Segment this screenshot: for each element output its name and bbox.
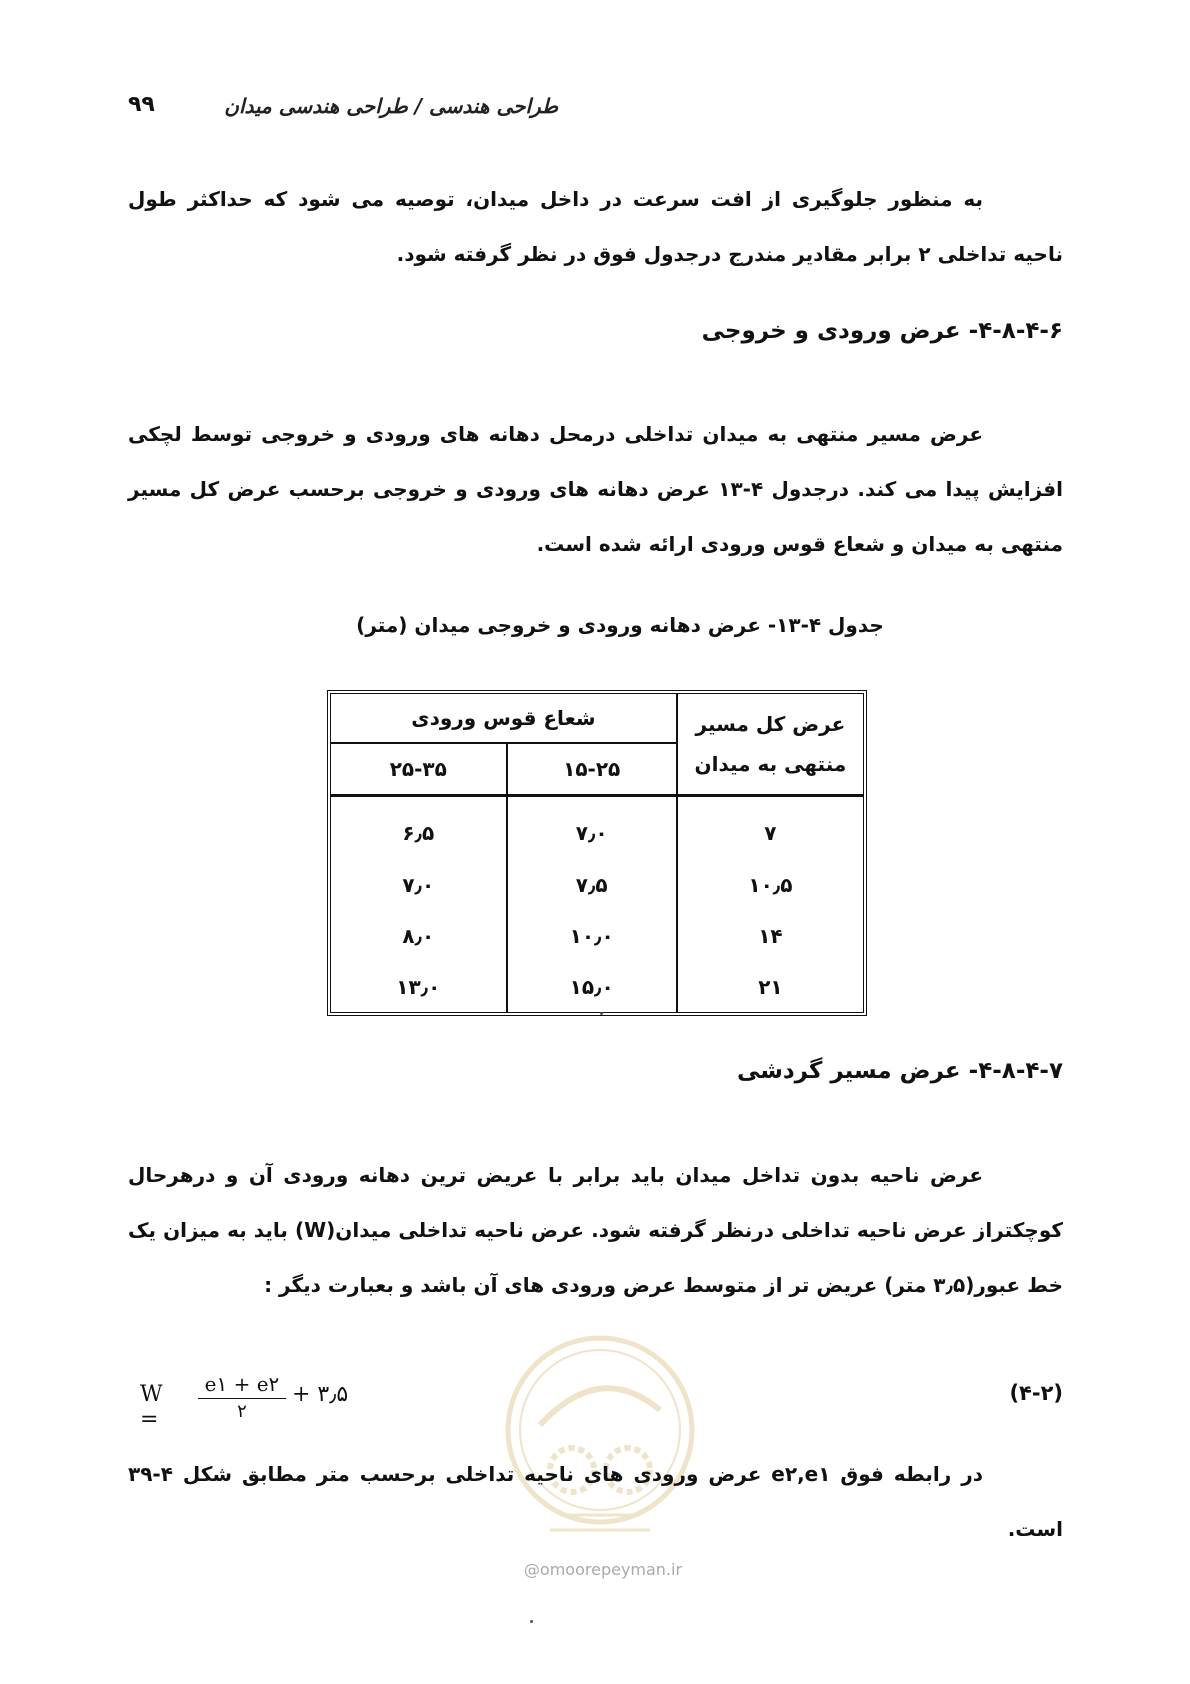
col-header-total-width (677, 694, 863, 796)
col-header-radius-15-25: ۱۵-۲۵ (507, 743, 677, 796)
entry-width-table (327, 690, 867, 1016)
cell-r1: ۱۰٫۰ (507, 910, 677, 961)
running-title: طراحی هندسی / طراحی هندسی میدان (224, 94, 558, 118)
formula-rhs: + ۳٫۵ (292, 1382, 349, 1407)
cell-total: ۱۴ (677, 910, 863, 961)
col-header-total-width-label: عرض کل مسیر منتهی به میدان (694, 712, 847, 776)
page-header (128, 92, 558, 132)
table-row (331, 859, 863, 910)
cell-r1: ۷٫۰ (507, 796, 677, 860)
formula-denominator: ۲ (237, 1401, 247, 1422)
cell-r2: ۸٫۰ (402, 923, 435, 948)
cell-r2: ۷٫۰ (402, 872, 435, 897)
table-caption: جدول ۴-۱۳- عرض دهانه ورودی و خروجی میدان (متر) (356, 613, 884, 637)
cell-r1: ۷٫۵ (507, 859, 677, 910)
cell-r1: ۱۵٫۰ (507, 961, 677, 1012)
col-header-entry-radius: شعاع قوس ورودی (331, 694, 677, 743)
scan-speck (600, 1012, 603, 1015)
cell-r2: ۱۳٫۰ (396, 974, 441, 999)
equation-number: (۴-۲) (1009, 1381, 1063, 1405)
cell-r2: ۶٫۵ (402, 821, 435, 846)
paragraph-formula-note: در رابطه فوق e۲,e۱ عرض ورودی های ناحیه تداخلی برحسب متر مطابق شکل ۴-۳۹ است. (128, 1462, 1063, 1541)
table-row (331, 910, 863, 961)
table-row (331, 961, 863, 1012)
paragraph-interference-length: به منظور جلوگیری از افت سرعت در داخل میدان، توصیه می شود که حداکثر طول ناحیه تداخلی ۲ برابر مقادیر مندرج درجدول فوق در نظر گرفته شود. (128, 187, 1063, 266)
cell-total: ۱۰٫۵ (677, 859, 863, 910)
table-row (331, 796, 863, 860)
cell-total: ۲۱ (677, 961, 863, 1012)
page-number: ۹۹ (128, 92, 155, 117)
section-heading-entry-exit-width: ۴-۸-۴-۶- عرض ورودی و خروجی (701, 318, 1063, 344)
paragraph-entry-width: عرض مسیر منتهی به میدان تداخلی درمحل دهانه های ورودی و خروجی توسط لچکی افزایش پیدا می کند. درجدول ۴-۱۳ عرض دهانه های ورودی و خروجی برحسب عرض کل مسیر منتهی به میدان و شعاع قوس ورودی ارائه شده است. (128, 422, 1063, 556)
formula-lhs: W = (140, 1382, 163, 1432)
watermark-site: @omoorepeyman.ir (523, 1560, 683, 1579)
section-heading-circulating-width: ۴-۸-۴-۷- عرض مسیر گردشی (736, 1058, 1063, 1084)
scan-speck (530, 1620, 533, 1623)
formula-fraction (198, 1372, 286, 1422)
formula-numerator: e۱ + e۲ (198, 1372, 286, 1399)
paragraph-weaving-width: عرض ناحیه بدون تداخل میدان باید برابر با عریض ترین دهانه ورودی آن و درهرحال کوچکتراز عرض ناحیه تداخلی درنظر گرفته شود. عرض ناحیه تداخلی میدان(W) باید به میزان یک خط عبور(۳٫۵ متر) عریض تر از متوسط عرض ورودی های آن باشد و بعبارت دیگر : (128, 1163, 1063, 1297)
col-header-radius-25-35: ۲۵-۳۵ (331, 743, 507, 796)
cell-total: ۷ (677, 796, 863, 860)
